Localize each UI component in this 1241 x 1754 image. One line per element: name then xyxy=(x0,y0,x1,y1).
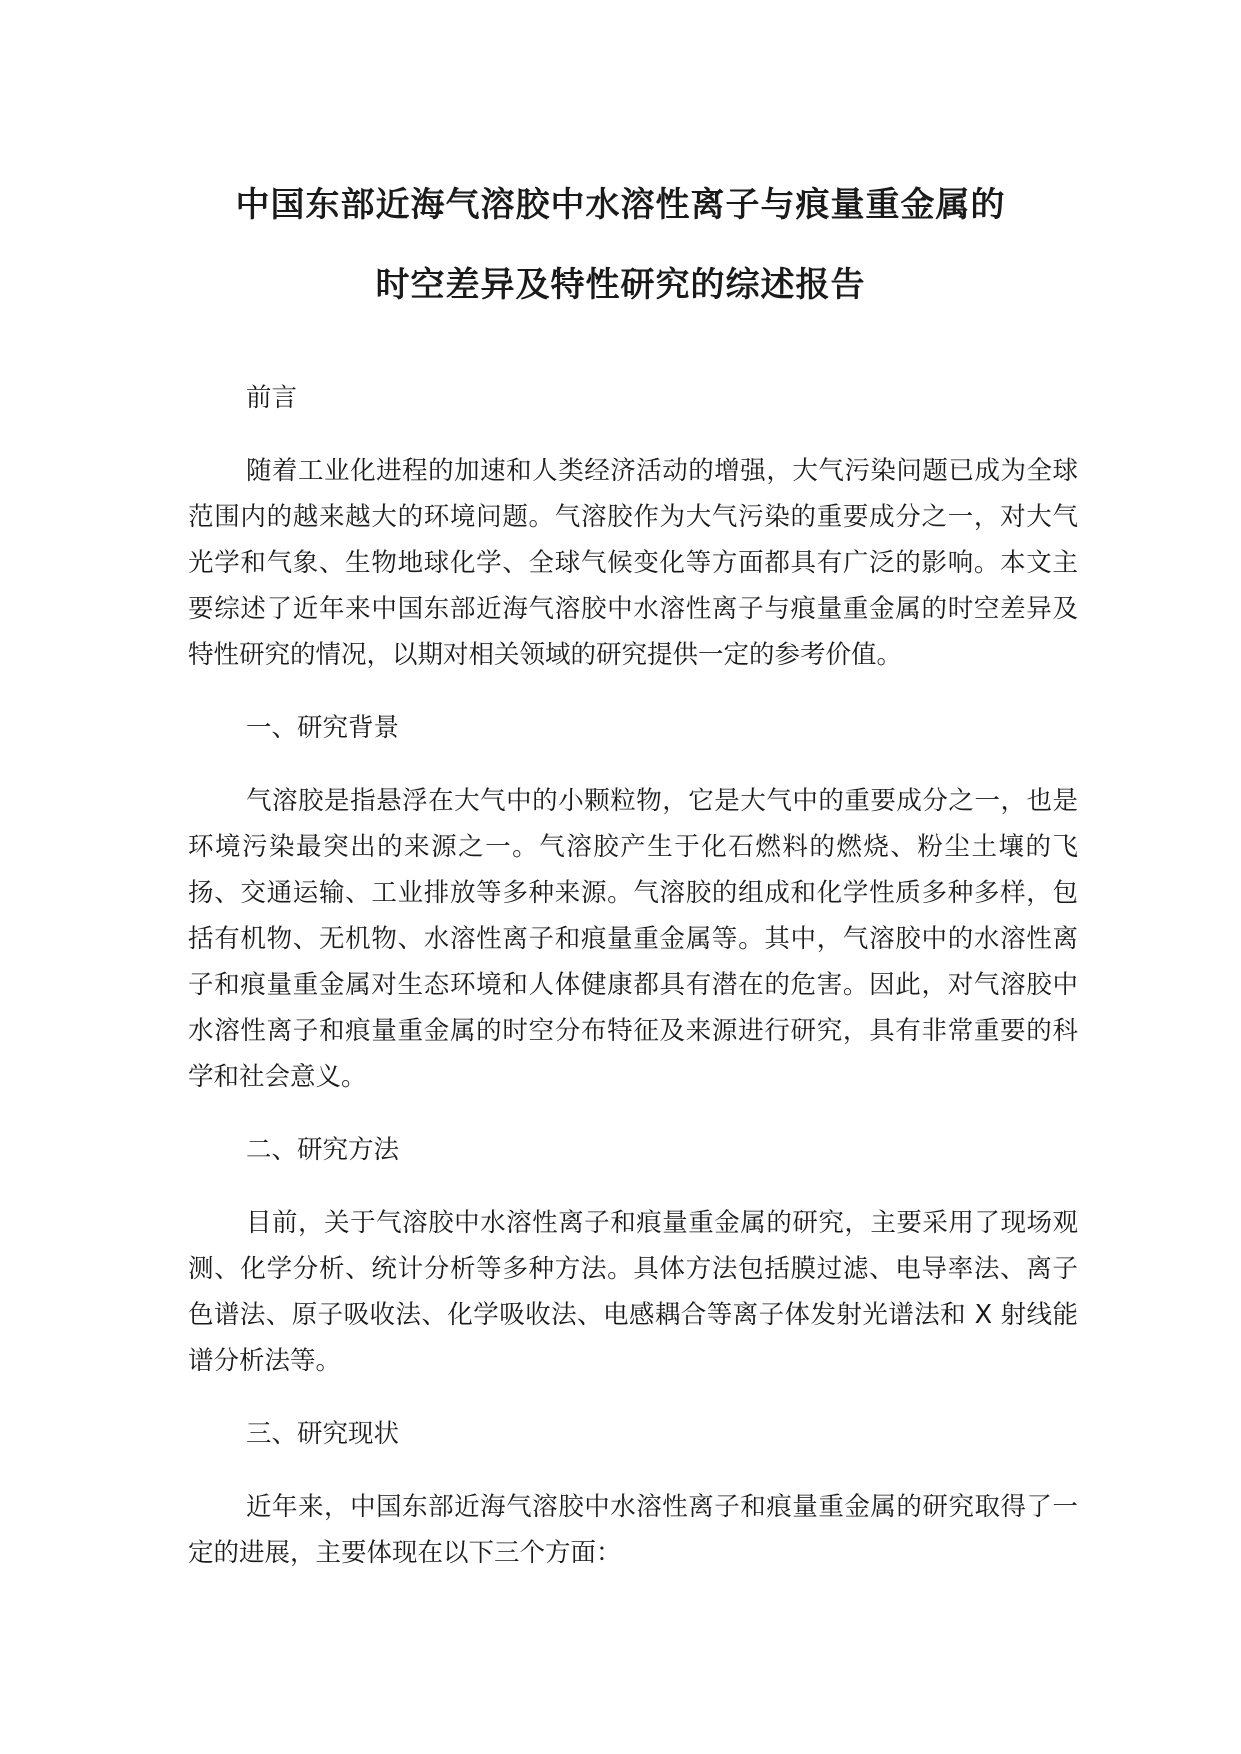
methods-paragraph: 目前，关于气溶胶中水溶性离子和痕量重金属的研究，主要采用了现场观测、化学分析、统计分析等多种方法。具体方法包括膜过滤、电导率法、离子色谱法、原子吸收法、化学吸收法、电感耦合等离子体发射光谱法和 X 射线能谱分析法等。 xyxy=(188,1208,1078,1376)
document-title-line-1: 中国东部近海气溶胶中水溶性离子与痕量重金属的 xyxy=(235,185,1006,225)
background-paragraph: 气溶胶是指悬浮在大气中的小颗粒物，它是大气中的重要成分之一，也是环境污染最突出的来源之一。气溶胶产生于化石燃料的燃烧、粉尘土壤的飞扬、交通运输、工业排放等多种来源。气溶胶的组成和化学性质多种多样，包括有机物、无机物、水溶性离子和痕量重金属等。其中，气溶胶中的水溶性离子和痕量重金属对生态环境和人体健康都具有潜在的危害。因此，对气溶胶中水溶性离子和痕量重金属的时空分布特征及来源进行研究，具有非常重要的科学和社会意义。 xyxy=(188,786,1078,1092)
methods-heading: 二、研究方法 xyxy=(246,1135,400,1165)
status-paragraph: 近年来，中国东部近海气溶胶中水溶性离子和痕量重金属的研究取得了一定的进展，主要体现在以下三个方面： xyxy=(188,1492,1078,1568)
status-heading: 三、研究现状 xyxy=(246,1419,400,1449)
document-body xyxy=(188,375,1078,1576)
background-heading: 一、研究背景 xyxy=(246,713,400,743)
preface-paragraph: 随着工业化进程的加速和人类经济活动的增强，大气污染问题已成为全球范围内的越来越大的环境问题。气溶胶作为大气污染的重要成分之一，对大气光学和气象、生物地球化学、全球气候变化等方面都具有广泛的影响。本文主要综述了近年来中国东部近海气溶胶中水溶性离子与痕量重金属的时空差异及特性研究的情况，以期对相关领域的研究提供一定的参考价值。 xyxy=(188,456,1078,670)
document-title-line-2: 时空差异及特性研究的综述报告 xyxy=(375,265,866,305)
preface-heading: 前言 xyxy=(246,383,298,413)
